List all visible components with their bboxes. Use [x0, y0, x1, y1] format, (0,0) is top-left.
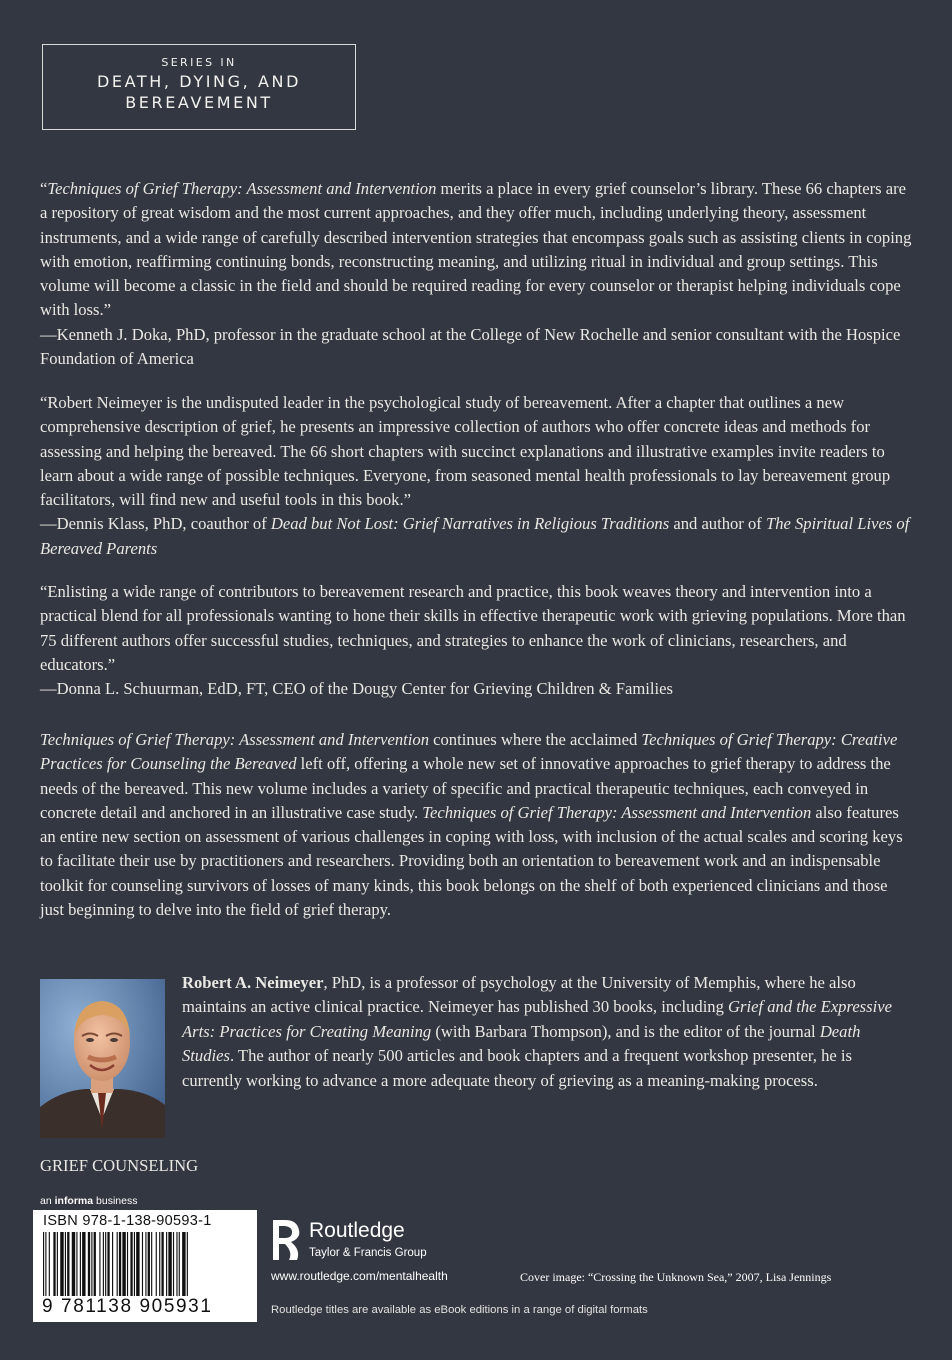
- routledge-r-icon: [271, 1218, 303, 1262]
- series-label: SERIES IN: [161, 56, 237, 69]
- barcode-bar: [122, 1232, 125, 1296]
- barcode-bar: [82, 1232, 85, 1296]
- barcode-bar: [130, 1232, 132, 1296]
- endorsement-attribution: —Kenneth J. Doka, PhD, professor in the graduate school at the College of New Rochelle and senior consultant with the Hospice Foundation of America: [40, 324, 901, 369]
- subject-category: GRIEF COUNSELING: [40, 1156, 199, 1175]
- publisher-group: Taylor & Francis Group: [309, 1247, 427, 1259]
- endorsement-schuurman: [40, 580, 912, 701]
- book-description: Techniques of Grief Therapy: Assessment and Intervention continues where the acclaimed Techniques of Grief Therapy: Creative Practices for Counseling the Bereaved left off, offering a whole new set of innovative approaches to grief therapy to address the needs of the bereaved. This new volume includes a variety of specific and practical therapeutic techniques, each conveyed in concrete detail and anchored in an illustrative case study. Techniques of Grief Therapy: Assessment and Intervention also features an entire new section on assessment of various challenges in coping with loss, with inclusion of the actual scales and scoring keys to facilitate their use by practitioners and researchers. Providing both an orientation to bereavement work and an indispensable toolkit for counseling survivors of losses of many kinds, this book belongs on the shelf of both experienced clinicians and those just beginning to delve into the field of grief therapy.: [40, 730, 903, 920]
- barcode-bar: [159, 1232, 160, 1296]
- barcode-bar: [161, 1232, 163, 1296]
- endorsement-text: “Robert Neimeyer is the undisputed leader in the psychological study of bereavement. After a chapter that outlines a new comprehensive description of grief, he presents an impressive collection of authors who offer concrete ideas and methods for assessing and helping the bereaved. The 66 short chapters with succinct explanations and illustrative examples invite readers to learn about a wide range of possible techniques. Everyone, from seasoned mental health professionals to lay bereavement group facilitators, will find new and useful tools in this book.”: [40, 393, 891, 510]
- author-photo: [40, 979, 165, 1138]
- barcode-bar: [187, 1232, 188, 1306]
- barcode-bar: [76, 1232, 77, 1296]
- barcode-bar: [119, 1232, 121, 1306]
- endorsement-text: “Enlisting a wide range of contributors to bereavement research and practice, this book weaves theory and intervention into a practical blend for all professionals wanting to hone their skills in effective therapeutic work with grieving populations. More than 75 different authors offer successful studies, techniques, and strategies to enhance the work of clinicians, researchers, and educators.”: [40, 582, 906, 674]
- informa-tagline: an informa business: [40, 1195, 138, 1207]
- barcode-bar: [156, 1232, 157, 1296]
- endorsement-text: “Techniques of Grief Therapy: Assessment and Intervention merits a place in every grief counselor’s library. These 66 chapters are a repository of great wisdom and the most current approaches, and they offer much, including underlying theory, assessment instruments, and a wide range of carefully described intervention strategies that encompass goals such as assisting clients in coping with emotion, reaffirming continuing bonds, reconstructing meaning, and utilizing ritual in individual and group settings. This volume will become a classic in the field and should be required reading for every counselor or therapist helping individuals cope with loss.”: [40, 179, 912, 320]
- barcode-bar: [99, 1232, 100, 1296]
- isbn-barcode: [33, 1210, 257, 1322]
- series-title-line2: BEREAVEMENT: [125, 93, 273, 112]
- barcode-bar: [173, 1232, 174, 1296]
- barcode-bar: [60, 1232, 63, 1296]
- barcode-bar: [67, 1232, 69, 1296]
- barcode-bar: [57, 1232, 58, 1296]
- barcode-bar: [45, 1232, 46, 1306]
- barcode-bar: [142, 1232, 143, 1296]
- portrait-illustration: [40, 979, 165, 1138]
- barcode-bar: [145, 1232, 146, 1296]
- book-title: Techniques of Grief Therapy: Assessment and Intervention: [47, 179, 437, 198]
- publisher-website[interactable]: www.routledge.com/mentalhealth: [271, 1269, 448, 1283]
- barcode-bar: [166, 1232, 167, 1296]
- publisher-name: Routledge: [309, 1219, 405, 1242]
- barcode-bar: [151, 1232, 152, 1296]
- series-title-line1: DEATH, DYING, AND: [96, 72, 302, 91]
- author-name: Robert A. Neimeyer: [182, 973, 324, 992]
- barcode-bar: [176, 1232, 177, 1296]
- endorsement-attribution: —Dennis Klass, PhD, coauthor of Dead but Not Lost: Grief Narratives in Religious Traditions and author of The Spiritual Lives of Bereaved Parents: [40, 514, 910, 558]
- author-bio: Robert A. Neimeyer, PhD, is a professor of psychology at the University of Memphis, where he also maintains an active clinical practice. Neimeyer has published 30 books, including Grief and the Expressive Arts: Practices for Creating Meaning (with Barbara Thompson), and is the editor of the journal Death Studies. The author of nearly 500 articles and book chapters and a frequent workshop presenter, he is currently working to advance a more adequate theory of grieving as a meaning-making process.: [182, 973, 892, 1090]
- barcode-bar: [72, 1232, 75, 1296]
- barcode-bar: [134, 1232, 135, 1296]
- barcode-bar: [91, 1232, 92, 1296]
- cover-credit: Cover image: “Crossing the Unknown Sea,” 2007, Lisa Jennings: [520, 1270, 832, 1284]
- barcode-bar: [65, 1232, 66, 1296]
- barcode-bar: [105, 1232, 106, 1296]
- barcode-bar: [148, 1232, 150, 1296]
- barcode-bar: [127, 1232, 128, 1296]
- barcode-bar: [117, 1232, 118, 1306]
- barcode-bar: [182, 1232, 185, 1296]
- barcode-bar: [53, 1232, 55, 1296]
- barcode-bar: [103, 1232, 104, 1296]
- barcode-digits: 9 781138 905931: [42, 1296, 213, 1317]
- barcode-bar: [88, 1232, 90, 1296]
- barcode-bar: [94, 1232, 96, 1296]
- barcode-bar: [107, 1232, 109, 1296]
- endorsement-doka: [40, 177, 912, 371]
- barcode-bar: [168, 1232, 171, 1296]
- barcode-bar: [43, 1232, 44, 1306]
- barcode-bar: [179, 1232, 180, 1296]
- barcode-bar: [80, 1232, 81, 1296]
- barcode-bar: [49, 1232, 50, 1296]
- endorsement-klass: [40, 391, 912, 561]
- endorsement-attribution: —Donna L. Schuurman, EdD, FT, CEO of the Dougy Center for Grieving Children & Families: [40, 679, 673, 699]
- series-box: [42, 44, 356, 130]
- barcode-bar: [112, 1232, 113, 1296]
- ebook-note: Routledge titles are available as eBook editions in a range of digital formats: [271, 1304, 648, 1316]
- barcode-bar: [136, 1232, 139, 1296]
- isbn-label: ISBN 978-1-138-90593-1: [43, 1213, 212, 1229]
